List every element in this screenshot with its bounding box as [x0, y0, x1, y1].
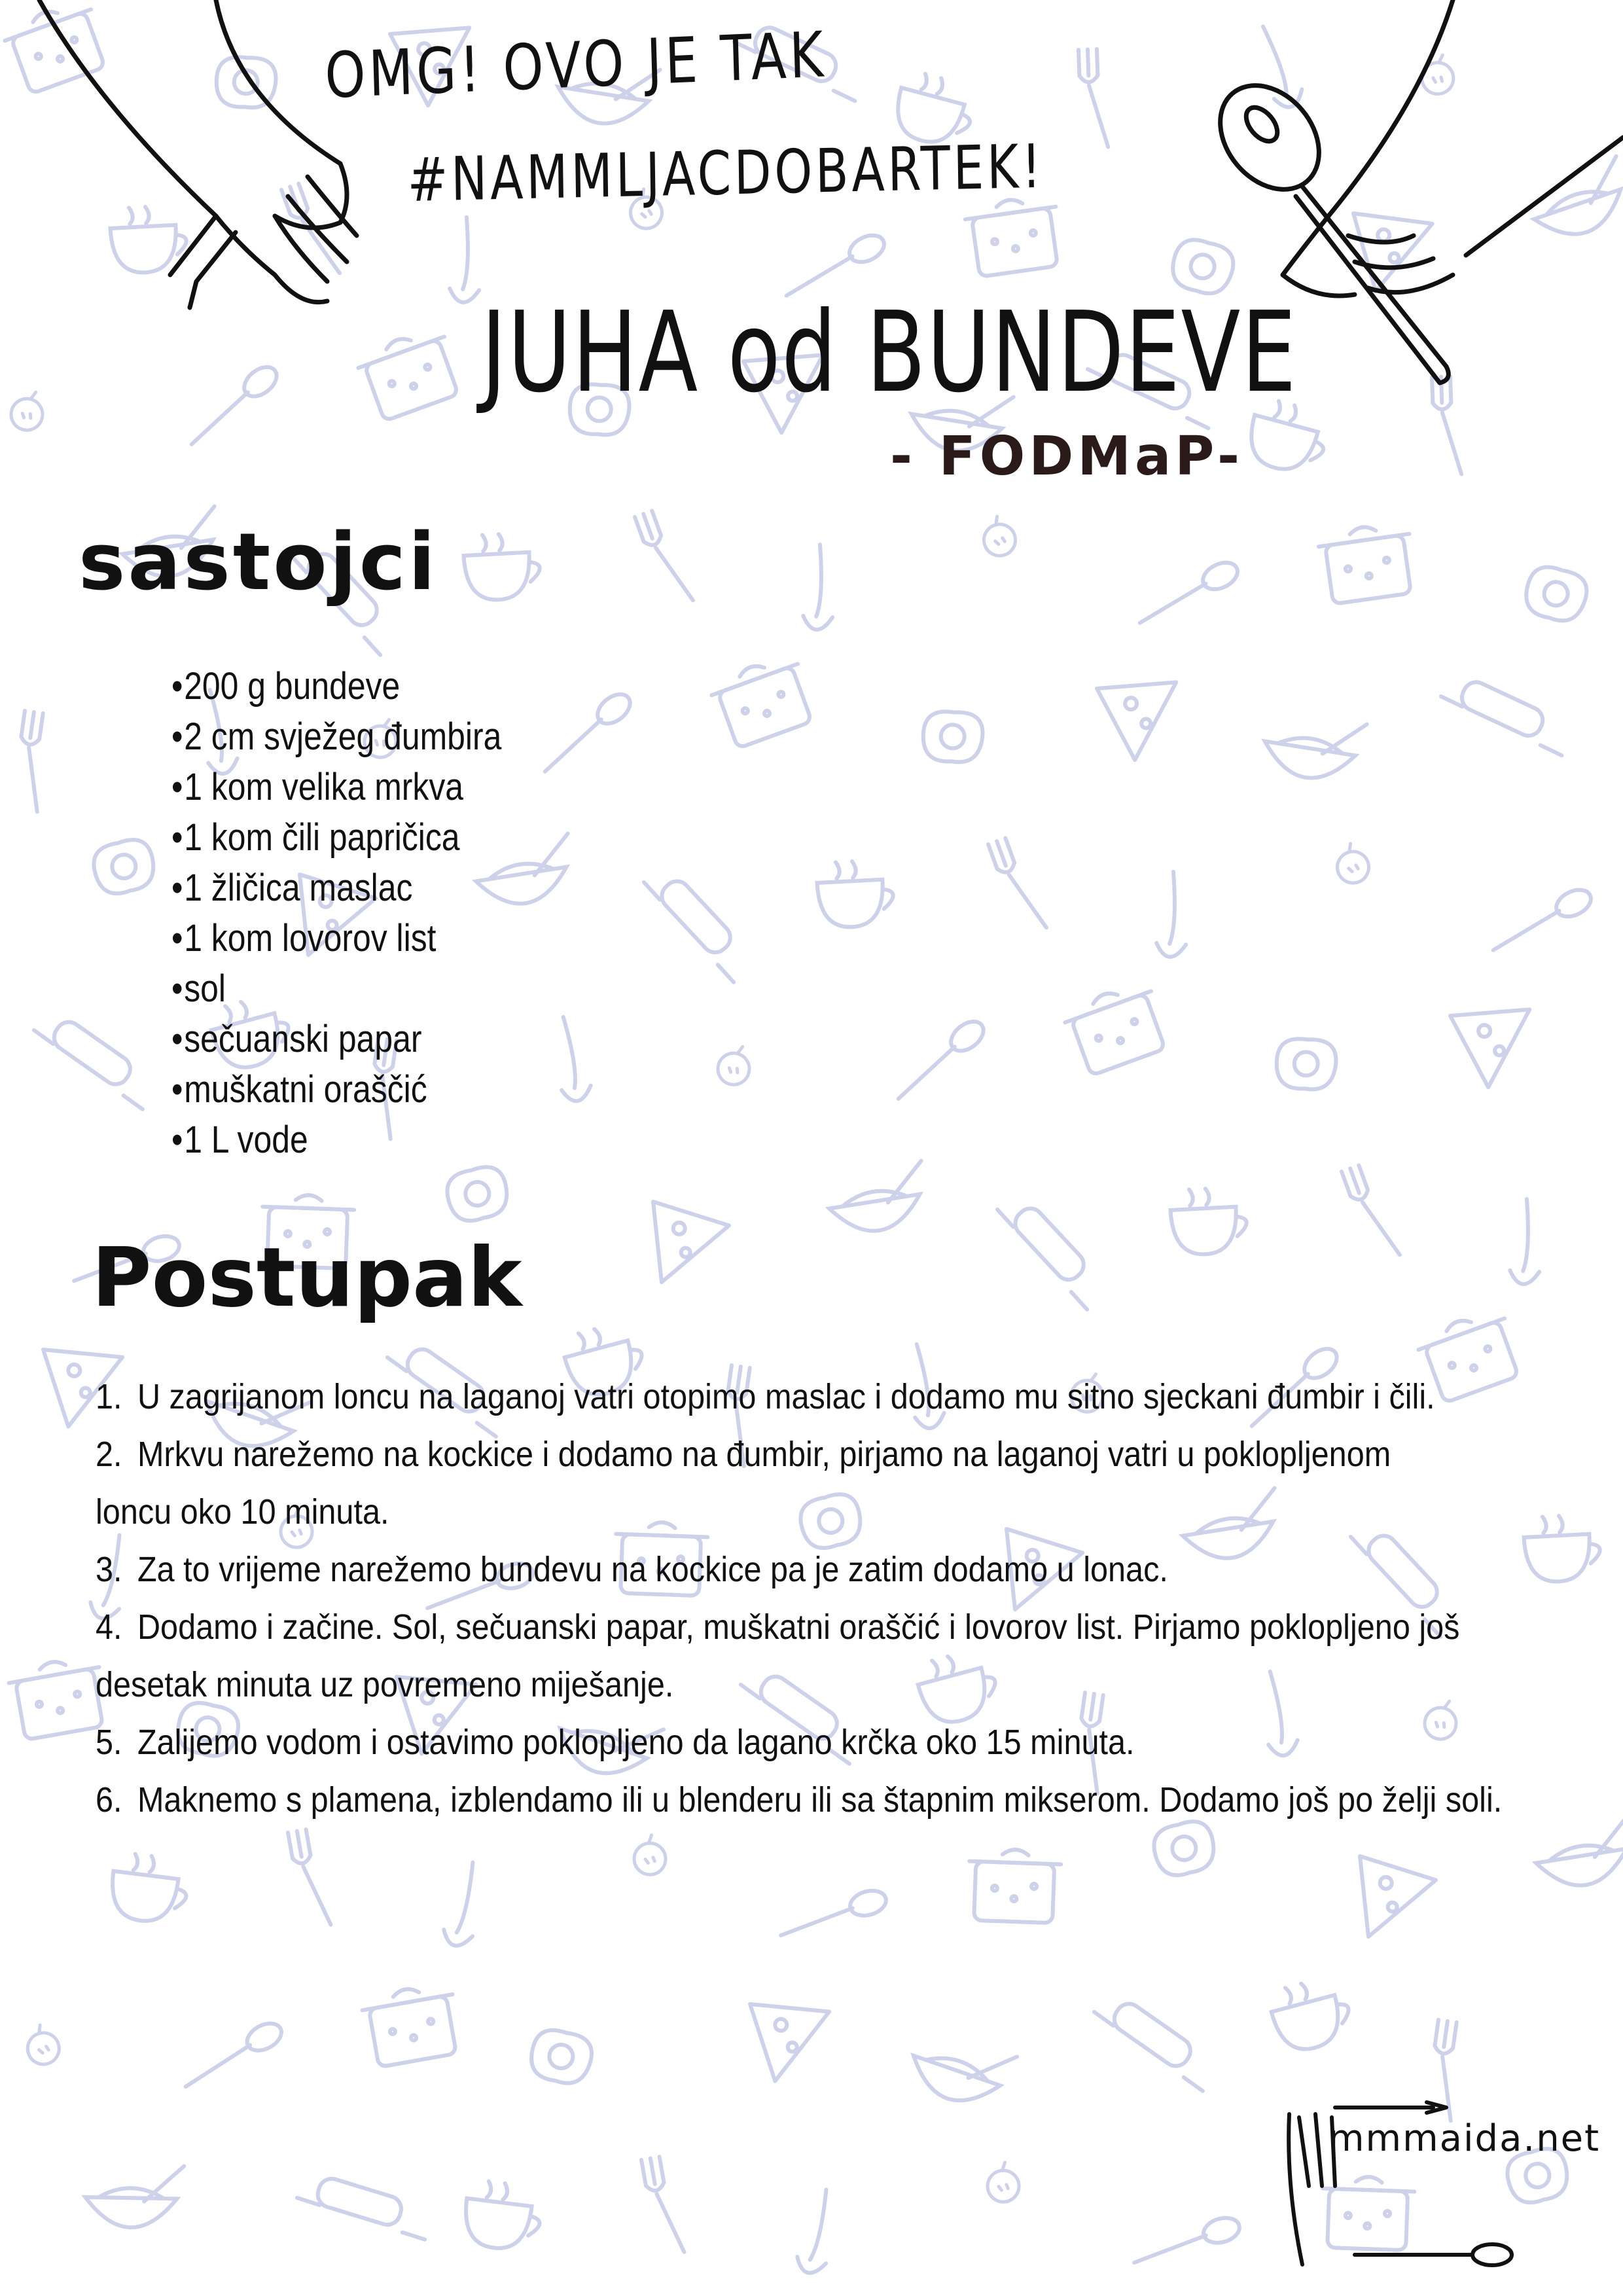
doodle-apple-icon — [986, 2162, 1020, 2203]
doodle-fork-icon — [11, 711, 50, 812]
doodle-fork-icon — [1079, 49, 1108, 148]
step-number: 3. — [96, 1550, 122, 1589]
doodle-roll-icon — [1092, 1998, 1206, 2091]
doodle-apple-icon — [715, 1042, 755, 1088]
doodle-spoon-icon — [541, 688, 638, 772]
step-number: 4. — [96, 1607, 122, 1647]
step-number: 2. — [96, 1435, 122, 1474]
doodle-egg-icon — [527, 2026, 596, 2088]
method-heading: Postupak — [92, 1230, 522, 1325]
doodle-egg-icon — [1521, 562, 1591, 626]
doodle-ladle-icon — [1509, 1198, 1543, 1285]
doodle-cup-icon — [108, 1852, 190, 1926]
step-text: Mrkvu narežemo na kockice i dodamo na đumbir, pirjamo na laganoj vatri u poklopljenom loncu oko 10 minuta. — [96, 1435, 1391, 1532]
ingredient-item: • muškatni oraščić — [171, 1064, 501, 1115]
step-text: Za to vrijeme narežemo bundevu na kockice pa je zatim dodamo u lonac. — [137, 1550, 1168, 1589]
doodle-roll-icon — [1439, 667, 1561, 771]
ingredient-item: • sol — [171, 963, 501, 1014]
step-number: 1. — [96, 1377, 122, 1416]
doodle-apple-icon — [979, 513, 1019, 559]
method-step — [96, 1368, 1533, 1426]
doodle-egg-icon — [89, 835, 159, 899]
doodle-ladle-icon — [794, 2187, 842, 2276]
doodle-pizza-icon — [1450, 997, 1545, 1092]
doodle-spoon-icon — [186, 2008, 289, 2098]
doodle-pot-icon — [360, 1981, 463, 2068]
doodle-pizza-icon — [1097, 670, 1192, 764]
doodle-pot-icon — [707, 652, 818, 751]
doodle-roll-icon — [979, 1196, 1109, 1310]
ingredient-item: • 1 L vode — [171, 1115, 501, 1165]
method-step — [96, 1426, 1391, 1541]
doodle-spoon-icon — [894, 1015, 991, 1099]
ingredient-item: • sečuanski papar — [171, 1014, 501, 1064]
doodle-spoon-icon — [1140, 545, 1245, 637]
doodle-pot-icon — [1317, 521, 1418, 605]
doodle-cup-icon — [461, 2179, 544, 2253]
doodle-ladle-icon — [1156, 871, 1190, 958]
doodle-pot-icon — [967, 1848, 1061, 1924]
doodle-apple-icon — [633, 1835, 667, 1876]
method-step — [96, 1598, 1491, 1713]
doodle-bowl-icon — [1531, 1816, 1623, 1892]
doodle-egg-icon — [922, 710, 984, 763]
ingredients-heading: sastojci — [79, 517, 438, 608]
doodle-fork-icon — [988, 835, 1046, 937]
method-step — [96, 1541, 1533, 1598]
doodle-spoon-icon — [187, 361, 285, 444]
doodle-pot-icon — [963, 194, 1064, 278]
doodle-roll-icon — [626, 869, 755, 982]
doodle-roll-icon — [293, 2153, 425, 2270]
step-text: Zalijemo vodom i ostavimo poklopljeno da lagano krčka oko 15 minuta. — [137, 1723, 1135, 1762]
doodle-cup-icon — [1169, 1187, 1248, 1256]
doodle-fork-icon — [641, 2155, 684, 2257]
doodle-apple-icon — [8, 387, 48, 433]
doodle-egg-icon — [442, 1162, 512, 1226]
method-steps — [96, 1368, 1535, 1829]
doodle-pot-icon — [1061, 979, 1171, 1078]
doodle-pizza-icon — [642, 1202, 731, 1291]
ingredient-item: • 200 g bundeve — [171, 661, 501, 711]
recipe-title: JUHA od BUNDEVE — [481, 288, 1298, 418]
doodle-spoon-icon — [781, 1861, 895, 1966]
doodle-bowl-icon — [904, 2025, 1017, 2116]
doodle-spoon-icon — [1493, 872, 1598, 965]
doodle-bowl-icon — [85, 2164, 185, 2229]
doodle-ladle-icon — [802, 544, 836, 630]
doodle-fork-icon — [1342, 1162, 1400, 1264]
doodle-cup-icon — [463, 532, 541, 601]
ingredient-item: • 2 cm svježeg đumbira — [171, 711, 501, 762]
method-step — [96, 1713, 1533, 1771]
doodle-spoon-icon — [1134, 2188, 1249, 2293]
doodle-bowl-icon — [1260, 709, 1367, 785]
method-step — [96, 1771, 1509, 1829]
doodle-fork-icon — [635, 508, 693, 609]
doodle-cup-icon — [1266, 1973, 1356, 2056]
ingredient-item: • 1 žličica maslac — [171, 863, 501, 913]
slogan-line-1: OMG! OVO JE TAK — [324, 18, 828, 113]
doodle-ladle-icon — [449, 217, 483, 303]
doodle-pot-icon — [7, 1654, 109, 1741]
step-text: U zagrijanom loncu na laganoj vatri otopimo maslac i dodamo mu sitno sjeckani đumbir i čili. — [137, 1377, 1435, 1416]
site-logo-text: mmmaida.net — [1329, 2117, 1601, 2160]
ingredient-item: • 1 kom lovorov list — [171, 913, 501, 963]
doodle-bowl-icon — [824, 1161, 931, 1238]
doodle-apple-icon — [22, 2022, 63, 2068]
doodle-fork-icon — [288, 1828, 330, 1929]
step-number: 5. — [96, 1723, 122, 1762]
step-text: Maknemo s plamena, izblendamo ili u blenderu ili sa štapnim mikserom. Dodamo još po želji soli. — [137, 1780, 1503, 1820]
doodle-ladle-icon — [441, 1859, 489, 1949]
doodle-apple-icon — [1332, 840, 1372, 886]
ingredient-item: • 1 kom čili papričica — [171, 812, 501, 863]
recipe-subtitle: - FODMaP- — [890, 425, 1243, 488]
doodle-cup-icon — [816, 859, 895, 929]
doodle-ladle-icon — [550, 1014, 593, 1103]
step-number: 6. — [96, 1780, 122, 1820]
doodle-pizza-icon — [750, 1999, 834, 2083]
step-text: Dodamo i začine. Sol, sečuanski papar, muškatni oraščić i lovorov list. Pirjamo poklopljeno još desetak minuta uz povremeno miješanje. — [96, 1607, 1460, 1704]
doodle-egg-icon — [1275, 1037, 1337, 1090]
slogan-hashtag: #NAMMLJACDOBARTEK! — [407, 131, 1045, 215]
ingredients-list — [171, 661, 555, 1165]
ingredient-item: • 1 kom velika mrkva — [171, 762, 501, 812]
doodle-pizza-icon — [1349, 1856, 1438, 1945]
doodle-roll-icon — [31, 1016, 146, 1109]
